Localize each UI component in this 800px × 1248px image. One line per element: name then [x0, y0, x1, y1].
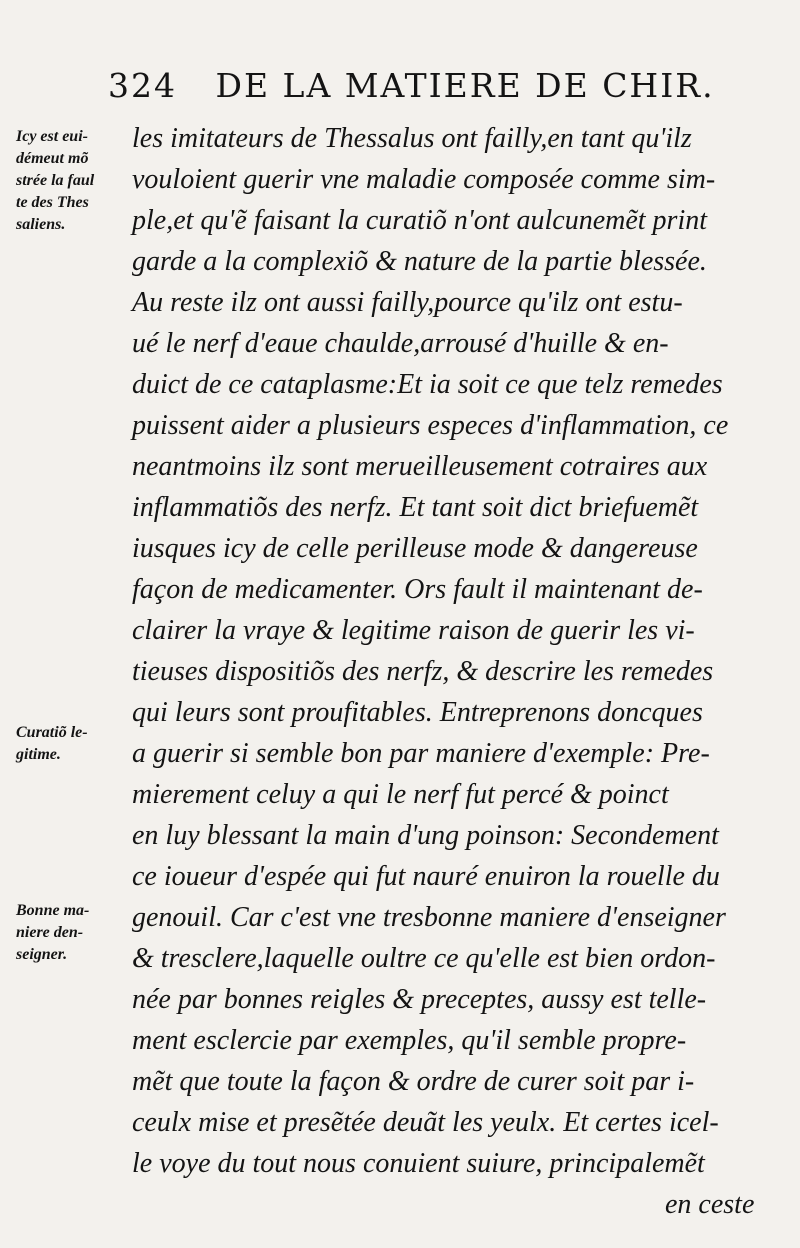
marginal-note-line: Bonne ma-	[16, 902, 90, 919]
catchword: en ceste	[665, 1189, 755, 1220]
marginal-note-line: Icy est eui-	[16, 128, 88, 145]
marginal-note-line: strée la faul	[16, 172, 95, 189]
text-line: ple,et qu'ẽ faisant la curatiõ n'ont aulcunemẽt print	[132, 205, 708, 236]
text-line: neantmoins ilz sont merueilleusement cotraires aux	[132, 451, 708, 482]
marginal-note-1	[16, 126, 128, 236]
text-line: qui leurs sont proufitables. Entreprenons doncques	[132, 697, 703, 728]
text-line: le voye du tout nous conuient suiure, principalemẽt	[132, 1148, 705, 1179]
text-line: vouloient guerir vne maladie composée comme sim-	[132, 164, 716, 195]
text-line: les imitateurs de Thessalus ont failly,en tant qu'ilz	[132, 123, 692, 154]
text-line: mierement celuy a qui le nerf fut percé & poinct	[132, 779, 669, 810]
text-line: Au reste ilz ont aussi failly,pource qu'ilz ont estu-	[132, 287, 683, 318]
text-line: iusques icy de celle perilleuse mode & dangereuse	[132, 533, 698, 564]
page-header	[108, 66, 715, 105]
text-line: a guerir si semble bon par maniere d'exemple: Pre-	[132, 738, 710, 769]
text-line: & tresclere,laquelle oultre ce qu'elle est bien ordon-	[132, 943, 716, 974]
marginal-note-2	[16, 722, 128, 766]
text-line: ceulx mise et presẽtée deuãt les yeulx. Et certes icel-	[132, 1107, 719, 1138]
marginal-note-line: seigner.	[16, 946, 68, 963]
text-line: inflammatiõs des nerfz. Et tant soit dict briefuemẽt	[132, 492, 699, 523]
text-line: mẽt que toute la façon & ordre de curer soit par i-	[132, 1066, 695, 1097]
text-line: garde a la complexiõ & nature de la partie blessée.	[132, 246, 707, 277]
marginal-note-line: saliens.	[16, 216, 66, 233]
marginal-note-line: niere den-	[16, 924, 84, 941]
text-line: en luy blessant la main d'ung poinson: Secondement	[132, 820, 719, 851]
text-line: tieuses dispositiõs des nerfz, & descrire les remedes	[132, 656, 714, 687]
marginal-note-3	[16, 900, 128, 966]
marginal-note-line: Curatiõ le-	[16, 724, 88, 741]
marginal-note-line: démeut mõ	[16, 150, 89, 167]
page-number: 324	[108, 66, 177, 105]
marginal-note-line: te des Thes	[16, 194, 89, 211]
running-title: DE LA MATIERE DE CHIR.	[215, 66, 715, 105]
text-line: née par bonnes reigles & preceptes, aussy est telle-	[132, 984, 707, 1015]
marginal-note-line: gitime.	[16, 746, 61, 763]
text-line: ment esclercie par exemples, qu'il semble propre-	[132, 1025, 687, 1056]
text-line: puissent aider a plusieurs especes d'inflammation, ce	[132, 410, 729, 441]
text-line: genouil. Car c'est vne tresbonne maniere d'enseigner	[132, 902, 726, 933]
text-line: façon de medicamenter. Ors fault il maintenant de-	[132, 574, 703, 605]
text-line: ué le nerf d'eaue chaulde,arrousé d'huille & en-	[132, 328, 669, 359]
text-line: clairer la vraye & legitime raison de guerir les vi-	[132, 615, 695, 646]
text-line: duict de ce cataplasme:Et ia soit ce que telz remedes	[132, 369, 723, 400]
text-line: ce ioueur d'espée qui fut nauré enuiron la rouelle du	[132, 861, 720, 892]
